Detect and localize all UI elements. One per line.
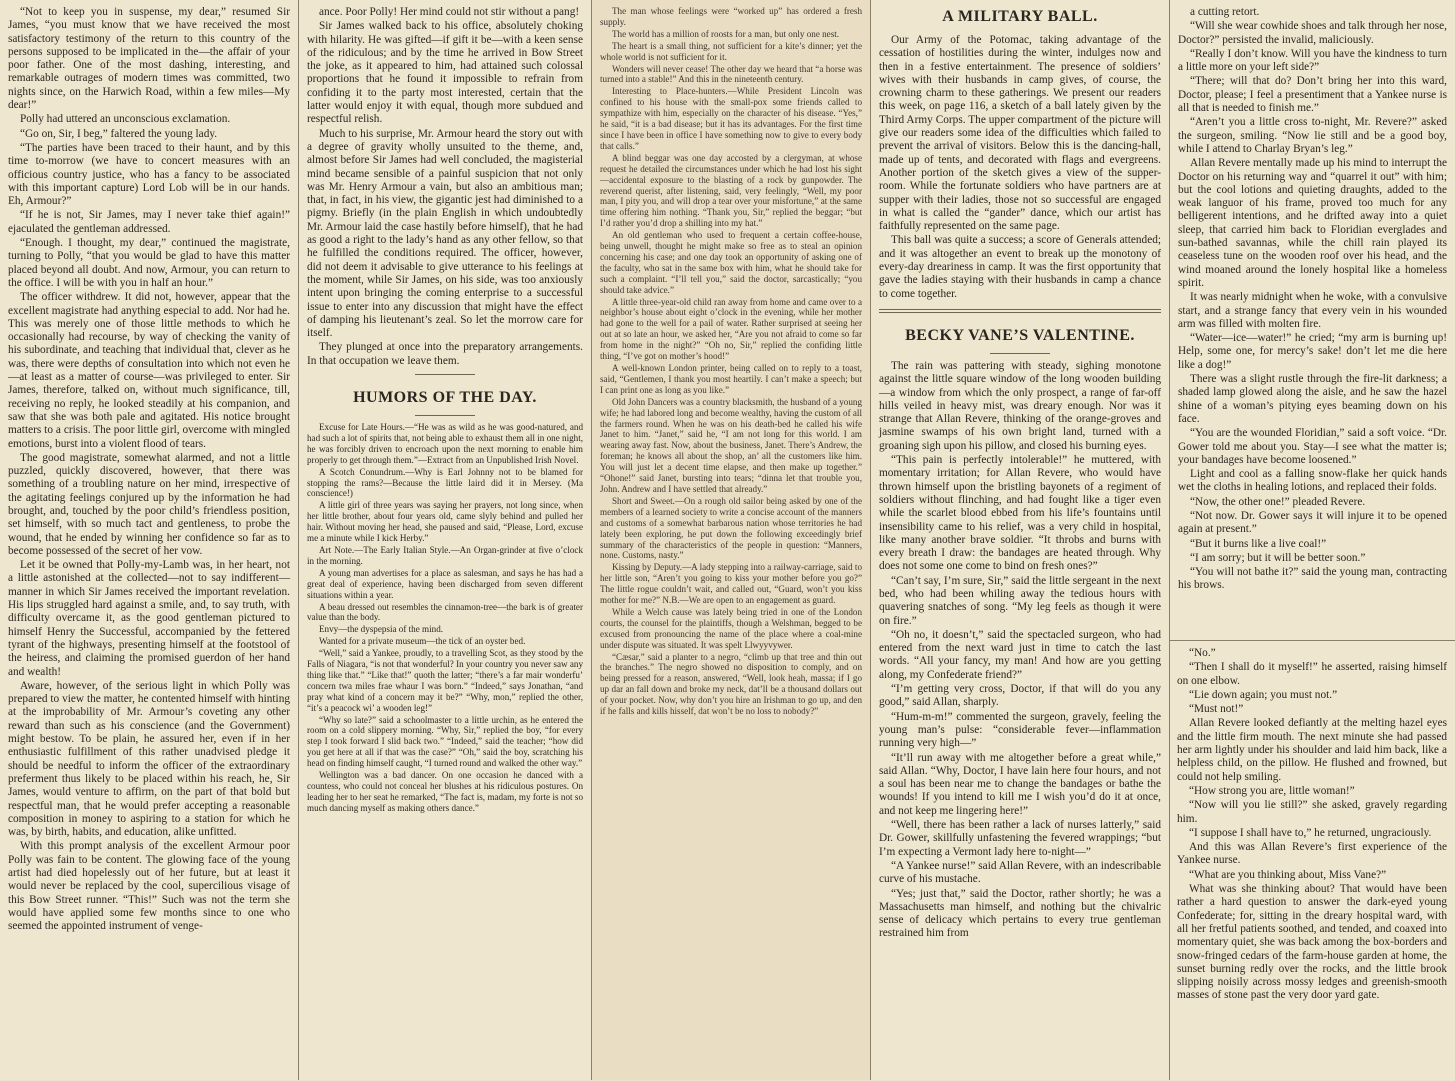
humor-item: Wanted for a private museum—the tick of an oyster bed.: [319, 636, 526, 647]
humor-item: A Scotch Conundrum.—Why is Earl Johnny not to be blamed for stopping the rams?—Because the little laird did it in Mersey. (Ma conscience!): [307, 466, 583, 499]
story-paragraph: “I am sorry; but it will be better soon.”: [1190, 551, 1366, 564]
column-3: [592, 0, 870, 1080]
story-paragraph: It was nearly midnight when he woke, with a convulsive start, and a strange fancy that every vein in his wounded arm was filled with molten fire.: [1178, 291, 1447, 330]
story-paragraph: What was she thinking about? That would have been rather a hard question to answer the dark-eyed young Confederate; for, sitting in the dreary hospital ward, with all her fretful patients soothed, and tended, and coaxed into momentary quiet, she was back among the box-borders and snow-fringed cedars of the farm-house garden at home, the sunset burning redly over the rocks, and the little brook slipping noisily across mossy ledges and greenish-smooth masses of stone past the very door yard gate.: [1177, 883, 1447, 1002]
humor-item: Short and Sweet.—On a rough old sailor being asked by one of the members of a learned society to write a concise account of the manners and customs of a somewhat barbarous nation whose territories he had lately been exploring, he put down the following exceedingly brief summary of the characteristics of the people in question: “Manners, none. Customs, nasty.”: [600, 495, 862, 561]
story-paragraph: And this was Allan Revere’s first experience of the Yankee nurse.: [1177, 841, 1447, 867]
article-paragraph: Let it be owned that Polly-my-Lamb was, in her heart, not a little astonished at the collected—not to say indifferent—manner in which Sir James received the important revelation. His lips struggled hard against a smile, and, to say truth, with difficulty overcame it, as the good gentleman pictured to himself Henry the Successful, accompanied by the fettered tyrant of the highways, presenting himself at the footstool of the heiress, and claiming the promised guerdon of her hand and wealth!: [8, 559, 290, 678]
humor-item: Art Note.—The Early Italian Style.—An Organ-grinder at five o’clock in the morning.: [307, 544, 583, 566]
story-paragraph: “Can’t say, I’m sure, Sir,” said the little sergeant in the next bed, who had been whiling away the tedious hours with quavering snatches of song. “My leg feels as though it were on fire.”: [879, 574, 1161, 627]
humor-item: The world has a million of roosts for a man, but only one nest.: [612, 28, 840, 39]
article-paragraph: “The parties have been traced to their haunt, and by this time to-morrow (we have to concert measures with an officious country justice, who has a fancy to be associated with this important capture) Lord Lob will be in our hands. Eh, Armour?”: [8, 141, 290, 208]
humor-item: A blind beggar was one day accosted by a clergyman, at whose request he detailed the circumstances under which he had lost his sight—accidental exposure to the blasting of a rock by gunpowder. The reverend querist, after listening, said, very feelingly, “Well, my poor man, I pity you, and will drop a tear over your misfortune,” at the same time offering him nothing. “Thank you, Sir,” replied the beggar; “but I’d rather you’d drop a shilling into my hat.”: [600, 152, 862, 229]
article-paragraph: Much to his surprise, Mr. Armour heard the story out with a degree of gravity wholly unsuited to the theme, and, almost before Sir James had well concluded, the magisterial mind became sensible of a painful suspicion that not only was Mr. Henry Armour a vain, but also an ambitious man; that, in fact, in his view, the gigantic jest had diminished to a pigmy. Briefly (in the plain English in which undoubtedly Mr. Armour laid the case hastily before himself), that he had as good a right to the lady’s hand as any other fellow, so that he fulfilled the conditions required. The officer, however, did not deem it advisable to give utterance to his feelings at the moment, while Sir James, on his side, was too anxiously intent upon bringing the coming enterprise to a successful issue to enter into any discussion that might have the effect of damping his lieutenant’s zeal. So let the morrow care for itself.: [307, 127, 583, 340]
article-paragraph: This ball was quite a success; a score of Generals attended; and it was altogether an event to break up the monotony of every-day dreariness in camp. It was the first opportunity that gave the ladies staying with their husbands in camp a chance to come together.: [879, 234, 1161, 300]
story-paragraph: “No.”: [1189, 647, 1216, 659]
humor-item: A beau dressed out resembles the cinnamon-tree—the bark is of greater value than the body.: [307, 601, 583, 623]
humor-item: “Cæsar,” said a planter to a negro, “climb up that tree and thin out the branches.” The negro showed no disposition to comply, and on being pressed for a reason, answered, “Well, look heah, massa; if I go up dar an fall down and broke my neck, dat’ll be a thousand dollars out of your pocket. Now, why don’t you hire an Irishman to go up, and den if he falls and kills hisself, dat won’t be no loss to nobody?”: [600, 651, 862, 717]
column-2: [299, 0, 591, 1080]
divider: [415, 374, 475, 375]
story-paragraph: “Now will you lie still?” she asked, gravely regarding him.: [1177, 799, 1447, 825]
humor-item: Excuse for Late Hours.—“He was as wild as he was good-natured, and had such a lot of spirits that, not being able to exhaust them all in one night, he was forcibly driven to encroach upon the next morning to enable him properly to get through them.”—Extract from an Unpublished Irish Novel.: [307, 422, 583, 465]
article-paragraph: Aware, however, of the serious light in which Polly was prepared to view the matter, he contented himself with hinting at the improbability of Mr. Armour’s coveting any other reward than such as his conscience (and the Government) might bestow. To be plain, he assured her, even if in her enthusiastic fulfillment of this rather unadvised pledge it should be needful to inform the officer of the extraordinary preferment thus likely to be placed within his reach, he, Sir James, would venture to affirm, on the part of that bold but respectful man, that he would prefer accepting a reasonable composition in money to aspiring to a station for which he was, by birth, habits, and education, alike unfitted.: [8, 679, 290, 839]
article-paragraph: Polly had uttered an unconscious exclamation.: [20, 113, 231, 126]
humor-item: Old John Dancers was a country blacksmith, the husband of a young wife; he had labored long and become wealthy, having the custom of all the farmers round. When he was on his death-bed he called his wife Janet to him. “Janet,” said he, “I am not long for this world. I am wearing away fast. Now, about the business, Janet. There’s Andrew, the foreman; he knows all about the shop, an’ all the customers like him. You will just let a decent time elapse, and then make up together.” “Ohone!” said Janet, bursting into tears; “dinna let that trouble you, John. Andrew and I have settled that already.”: [600, 396, 862, 494]
article-paragraph: The good magistrate, somewhat alarmed, and not a little puzzled, quickly discovered, however, that there was something of a troubling nature on her mind, irrespective of the agitating feelings conjured up by the information he had brought, and, touched by the poor child’s friendless position, set himself, with so much tact and gentleness, to probe the wound, that he ended by winning her confidence so far as to become possessed of the secret of her vow.: [8, 451, 290, 557]
valentine-heading: BECKY VANE’S VALENTINE.: [905, 326, 1135, 344]
article-paragraph: “Enough. I thought, my dear,” continued the magistrate, turning to Polly, “that you would be glad to have this matter placed beyond all doubt. And now, Armour, you can return to the office. I will be with you in half an hour.”: [8, 237, 290, 289]
story-paragraph: “Will she wear cowhide shoes and talk through her nose, Doctor?” persisted the invalid, maliciously.: [1178, 20, 1447, 46]
humor-item: An old gentleman who used to frequent a certain coffee-house, being unwell, thought he might make so free as to steal an opinion concerning his case; and one day took an opportunity of asking one of the faculty, who sat in the same box with him, what he should take for such a complaint. “I’ll tell you,” said the doctor, sarcastically; “you should take advice.”: [600, 230, 862, 295]
story-paragraph: Allan Revere mentally made up his mind to interrupt the Doctor on his returning way and “quarrel it out” with him; but the cool lotions and quieting draughts, added to the weak languor of his frame, proved too much for any belligerent intentions, and he drifted away into a quiet sleep, that carried him back to Floridian everglades and sun-bathed savannas, while the chill rain played its ceaseless tune on the wooden roof over his head, and the wind moaned around the lonely hospital like a homeless spirit.: [1178, 157, 1447, 289]
humor-item: Interesting to Place-hunters.—While President Lincoln was confined to his house with the small-pox some friends called to sympathize with him, especially on the character of his disease. “Yes,” he said, “it is a bad disease; but it has its advantages. For the first time since I have been in office I have something now to give to every body that calls.”: [600, 86, 862, 151]
story-paragraph: “Not now. Dr. Gower says it will injure it to be opened again at present.”: [1178, 509, 1447, 536]
article-paragraph: “If he is not, Sir James, may I never take thief again!” ejaculated the gentleman addressed.: [8, 209, 290, 235]
column-4: [871, 0, 1169, 1080]
story-paragraph: “This pain is perfectly intolerable!” he muttered, with momentary irritation; for Allan Revere, who would have thrown himself upon the bristling bayonets of a regiment of soldiers without flinching, and had fought like a tiger even while the scarlet blood ebbed from his life’s fountains until insensibility came to his relief, was a very child in hospital, like many another brave soldier. “It throbs and burns with every breath I draw: the bandages are heated through. Why does not some one come to bind on fresh ones?”: [879, 454, 1161, 573]
story-paragraph: “Really I don’t know. Will you have the kindness to turn a little more on your left side?”: [1178, 47, 1447, 74]
story-paragraph: “Lie down again; you must not.”: [1189, 688, 1338, 701]
story-paragraph: There was a slight rustle through the fire-lit darkness; a shaded lamp glowed along the aisle, and he saw the hazel shine of a woman’s pitying eyes beaming down on his face.: [1178, 373, 1447, 425]
story-paragraph: “Then I shall do it myself!” he asserted, raising himself on one elbow.: [1177, 661, 1447, 687]
story-paragraph: “Oh no, it doesn’t,” said the spectacled surgeon, who had entered from the next ward just in time to catch the last words. “All your fancy, my man! And how are you getting along, my Confederate friend?”: [879, 628, 1161, 681]
story-paragraph: Allan Revere looked defiantly at the melting hazel eyes and the little firm mouth. The next minute she had passed her arm lightly under his shoulder and laid him back, like a helpless child, on the pillow. He flushed and frowned, but could not help smiling.: [1177, 717, 1447, 783]
story-paragraph: “How strong you are, little woman!”: [1189, 784, 1355, 797]
humor-item: The heart is a small thing, not sufficient for a kite’s dinner; yet the whole world is not sufficient for it.: [600, 40, 862, 62]
story-paragraph: “Water—ice—water!” he cried; “my arm is burning up! Help, some one, for mercy’s sake! don’t let me die here like a dog!”: [1178, 332, 1447, 371]
story-paragraph: “A Yankee nurse!” said Allan Revere, with an indescribable curve of his mustache.: [879, 859, 1161, 886]
article-paragraph: “Not to keep you in suspense, my dear,” resumed Sir James, “you must know that we have received the most satisfactory testimony of the return to this country of the persons supposed to be implicated in the—the affair of your poor father. One of the most dashing, interesting, and remarkable outrages of modern times was committed, two nights since, on the Harwich Road, within a few miles—My dear!”: [8, 6, 290, 112]
story-paragraph: “I suppose I shall have to,” he returned, ungraciously.: [1189, 826, 1432, 839]
humor-item: “Well,” said a Yankee, proudly, to a travelling Scot, as they stood by the Falls of Niagara, “is not that wonderful? In your country you never saw any thing like that.” “Like that!” quoth the latter; “there’s a far mair wonderfu’ concern twa miles frae whaur I was born.” “Indeed,” says Jonathan, “and pray what kind of a concern may it be?” “Why, mon,” replied the other, “it’s a peacock wi’ a wooden leg!”: [307, 648, 583, 713]
humor-item: “Why so late?” said a schoolmaster to a little urchin, as he entered the room on a cold slippery morning. “Why, Sir,” replied the boy, “for every step I took forward I slid back two.” “Indeed,” said the teacher; “how did you get here at all if that was the case?” “Oh,” said the boy, scratching his head on finding himself caught, “I turned round and walked the other way.”: [307, 714, 583, 769]
story-paragraph: “You will not bathe it?” said the young man, contracting his brows.: [1178, 566, 1447, 592]
story-paragraph: Light and cool as a falling snow-flake her quick hands wet the cloths in healing lotions, and replaced their folds.: [1178, 468, 1447, 494]
story-paragraph: “Yes; just that,” said the Doctor, rather shortly; he was a Massachusetts man himself, and nothing but the chivalric sense of delicacy which pertains to every true gentleman restrained him from: [879, 887, 1161, 940]
article-paragraph: Our Army of the Potomac, taking advantage of the cessation of hostilities during the winter, indulges now and then in a festive entertainment. The presence of soldiers’ wives with their husbands in camp gives, of course, the crowning charm to these gatherings. We present our readers this week, on page 116, a sketch of a ball lately given by the Third Army Corps. The upper compartment of the picture will give our readers some idea of the difficulties which failed to prevent the arrival of visitors. Below this is the dancing-hall, made up of tents, and decorated with flags and evergreens. Another portion of the sketch gives a view of the supper-room. While the fortunate soldiers who have partners are at supper with their ladies, those not so successful are engaged in what is called the “gander” dance, which our artist has faithfully represented on the same page.: [879, 34, 1161, 233]
article-paragraph: Sir James walked back to his office, absolutely choking with hilarity. He was gifted—if gift it be—with a keen sense of the ridiculous; and by the time he arrived in Bow Street the joke, as it appeared to him, had attained such colossal proportions that he found it impossible to refrain from confiding it to the party most interested, certain that the latter would enjoy it with equal, though more subdued and respectful relish.: [307, 20, 583, 126]
article-paragraph: ance. Poor Polly! Her mind could not stir without a pang!: [319, 6, 580, 18]
humor-item: Wellington was a bad dancer. On one occasion he danced with a countess, who could not conceal her blushes at his ridiculous postures. On leading her to her seat he remarked, “The fact is, madam, my forte is not so much dancing myself as making others dance.”: [307, 770, 583, 813]
article-paragraph: They plunged at once into the preparatory arrangements. In that occupation we leave them.: [307, 341, 583, 367]
article-paragraph: The officer withdrew. It did not, however, appear that the excellent magistrate had anything especial to add. Nor had he. This was merely one of those little methods to which he occasionally had recourse, by way of checking the vanity of his subordinate, and teaching that individual that, clever as he was, there were depths of consultation into which not even he—at least as a matter of course—was privileged to enter. Sir James, therefore, talked on, without much significance, till, receiving no reply, he looked steadily at his companion, and saw that she was both pale and agitated. His notice brought matters to a crisis. The poor little girl, overcome with mingled emotions, burst into a violent flood of tears.: [8, 291, 290, 450]
clipping-continuation: [1169, 640, 1455, 1081]
divider: [990, 353, 1050, 354]
story-paragraph: “Now, the other one!” pleaded Revere.: [1190, 495, 1366, 508]
story-paragraph: “Aren’t you a little cross to-night, Mr. Revere?” asked the surgeon, smiling. “Now lie still and be a good boy, while I attend to Charlay Bryan’s leg.”: [1178, 116, 1447, 155]
story-paragraph: “But it burns like a live coal!”: [1190, 537, 1327, 550]
story-paragraph: “There; will that do? Don’t bring her into this ward, Doctor, please; I feel a presentiment that a Yankee nurse is all that is needed to finish me.”: [1178, 75, 1447, 115]
humor-item: While a Welch cause was lately being tried in one of the London courts, the counsel for the plaintiffs, though a Welshman, begged to be excused from pronouncing the name of the place where a coal-mine under dispute was situated. It was spelt Llwyyvywer.: [600, 606, 862, 650]
humor-item: A little girl of three years was saying her prayers, not long since, when her little brother, about four years old, came slyly behind and pulled her hair. Without moving her head, she paused and said, “Please, Lord, excuse me a minute while I kick Herby.”: [307, 500, 583, 544]
humor-item: A little three-year-old child ran away from home and came over to a neighbor’s house about eight o’clock in the evening, while her mother had gone to the well for a pail of water. Rather surprised at seeing her out at so late an hour, we asked her, “Are you not afraid to come so far from home in the night?” “Oh no, Sir,” replied the confiding little thing, “I’ve got on mother’s hood!”: [600, 296, 862, 362]
humor-item: Wonders will never cease! The other day we heard that “a horse was turned into a stable!” And this in the nineteenth century.: [600, 63, 862, 85]
humor-item: A young man advertises for a place as salesman, and says he has had a great deal of experience, having been discharged from seven different situations within a year.: [307, 567, 583, 600]
humors-heading: HUMORS OF THE DAY.: [353, 389, 537, 407]
humor-item: A well-known London printer, being called on to reply to a toast, said, “Gentlemen, I thank you most heartily. I can’t make a speech; but I can print one as long as you like.”: [600, 363, 862, 395]
column-1: [0, 0, 298, 1080]
story-paragraph: a cutting retort.: [1190, 6, 1260, 18]
humor-item: Kissing by Deputy.—A lady stepping into a railway-carriage, said to her little son, “Aren’t you going to kiss your mother before you go?” The little rogue couldn’t wait, and called out, “Guard, won’t you kiss mother for me?” N.B.—We are open to an engagement as guard.: [600, 562, 862, 606]
humor-item: Envy—the dyspepsia of the mind.: [319, 624, 444, 635]
article-paragraph: “Go on, Sir, I beg,” faltered the young lady.: [20, 127, 218, 140]
story-paragraph: “Hum-m-m!” commented the surgeon, gravely, feeling the young man’s pulse: “considerable fever—inflammation running very high—”: [879, 710, 1161, 750]
military-ball-heading: A MILITARY BALL.: [942, 8, 1098, 25]
story-paragraph: The rain was pattering with steady, sighing monotone against the little square window of the long wooden building—a window from which the only prospect, a range of far-off hills veiled in heavy mist, was dreary enough. Nor was it strange that Allan Revere, thinking of the orange-groves and jasmine swamps of his own bright land, turned with a groaning sigh upon his pillow, and closed his burning eyes.: [879, 359, 1161, 452]
story-paragraph: “I’m getting very cross, Doctor, if that will do you any good,” said Allan, sharply.: [879, 683, 1161, 709]
story-paragraph: “Must not!”: [1189, 703, 1244, 716]
story-paragraph: “You are the wounded Floridian,” said a soft voice. “Dr. Gower told me about you. Stay—I see what the matter is; your bandages have become loosened.”: [1178, 427, 1447, 466]
divider: [879, 309, 1161, 313]
divider: [415, 415, 475, 416]
story-paragraph: “Well, there has been rather a lack of nurses latterly,” said Dr. Gower, skillfully unfastening the fevered wrappings; “but I’m expecting a Vermont lady here to-night—”: [879, 819, 1161, 858]
article-paragraph: With this prompt analysis of the excellent Armour poor Polly was fain to be content. The glowing face of the young artist had died hopelessly out of her future, but at least it would never be replaced by the cool, supercilious visage of this Bow Street runner. “This!” Such was not the term she would have applied some few months since to one who seemed the appointed instrument of venge-: [8, 840, 290, 933]
humor-item: The man whose feelings were “worked up” has ordered a fresh supply.: [600, 6, 862, 27]
story-paragraph: “What are you thinking about, Miss Vane?”: [1189, 868, 1387, 881]
story-paragraph: “It’ll run away with me altogether before a great while,” said Allan. “Why, Doctor, I have lain here four hours, and not a soul has been near me to change the bandages or bathe the wounds! If you intend to kill me I wish you’d do it at once, and not keep me lingering here!”: [879, 751, 1161, 817]
